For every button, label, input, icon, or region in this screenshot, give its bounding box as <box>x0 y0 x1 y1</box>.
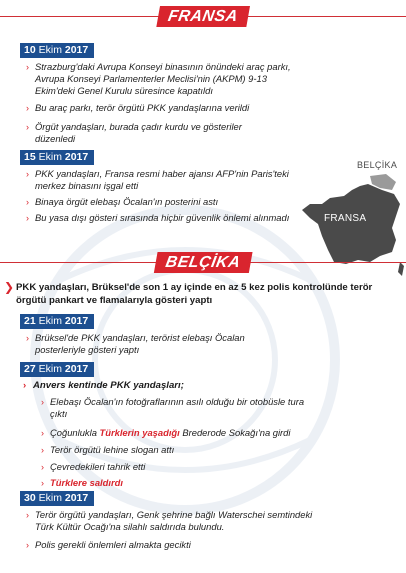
chevron-right-icon: › <box>41 445 44 455</box>
list-item: › Çoğunlukla Türklerin yaşadığı Brederode Sokağı'na girdi <box>41 427 291 438</box>
list-item: › Strazburg'daki Avrupa Konseyi binasının önündeki araç parkı, Avrupa Konseyi Parlamenterler Meclisi'nin (AKPM) 9-13 Ekim'deki Genel Kurulu süresince kapatıldı <box>26 61 291 97</box>
chevron-right-icon: ❯ <box>4 280 15 294</box>
date-tag-oct15: 15 Ekim 2017 <box>20 150 94 165</box>
chevron-right-icon: › <box>41 462 44 472</box>
list-item: › Terör örgütü yandaşları, Genk şehrine bağlı Waterschei semtindeki Türk Kültür Ocağı'na silahlı saldırıda bulundu. <box>26 509 313 533</box>
belgium-lead: ❯ PKK yandaşları, Brüksel'de son 1 ay içinde en az 5 kez polis kontrolünde terör örgütü pankart ve flamalarıyla gösteri yaptı <box>4 280 373 306</box>
date-tag-oct21: 21 Ekim 2017 <box>20 314 94 329</box>
sub-head-antwerp: › Anvers kentinde PKK yandaşları; <box>23 380 184 391</box>
list-item: › Örgüt yandaşları, burada çadır kurdu ve gösteriler düzenledi <box>26 121 242 145</box>
chevron-right-icon: › <box>26 510 29 520</box>
chevron-right-icon: › <box>26 122 29 132</box>
date-tag-oct27: 27 Ekim 2017 <box>20 362 94 377</box>
section-belgium <box>0 252 406 274</box>
list-item: › Türklere saldırdı <box>41 477 123 488</box>
chevron-right-icon: › <box>26 213 29 223</box>
list-item: › Binaya örgüt elebaşı Öcalan'ın posterini astı <box>26 196 219 207</box>
chevron-right-icon: › <box>41 428 44 438</box>
section-title-france: FRANSA <box>156 6 249 27</box>
chevron-right-icon: › <box>26 169 29 179</box>
date-tag-oct30: 30 Ekim 2017 <box>20 491 94 506</box>
chevron-right-icon: › <box>23 380 27 391</box>
section-france <box>0 6 406 28</box>
list-item: › Çevredekileri tahrik etti <box>41 461 146 472</box>
list-item: › Polis gerekli önlemleri almakta gecikti <box>26 539 191 550</box>
list-item: › Terör örgütü lehine slogan attı <box>41 444 175 455</box>
map-label-france: FRANSA <box>324 213 367 224</box>
list-item: › Bu yasa dışı gösteri sırasında hiçbir güvenlik önlemi alınmadı <box>26 212 290 223</box>
list-item: › Brüksel'de PKK yandaşları, terörist elebaşı Öcalan posterleriyle gösteri yaptı <box>26 332 245 356</box>
map-label-belgium: BELÇİKA <box>357 160 398 170</box>
list-item: › PKK yandaşları, Fransa resmi haber ajansı AFP'nin Paris'teki merkez binasını işgal etti <box>26 168 289 192</box>
list-item: › Elebaşı Öcalan'ın fotoğraflarının asılı olduğu bir otobüsle tura çıktı <box>41 396 305 420</box>
chevron-right-icon: › <box>26 62 29 72</box>
date-tag-oct10: 10 Ekim 2017 <box>20 43 94 58</box>
chevron-right-icon: › <box>26 540 29 550</box>
list-item: › Bu araç parkı, terör örgütü PKK yandaşlarına verildi <box>26 102 250 113</box>
chevron-right-icon: › <box>41 397 44 407</box>
chevron-right-icon: › <box>26 333 29 343</box>
section-title-belgium: BELÇİKA <box>154 252 252 273</box>
chevron-right-icon: › <box>41 478 44 488</box>
chevron-right-icon: › <box>26 197 29 207</box>
chevron-right-icon: › <box>26 103 29 113</box>
